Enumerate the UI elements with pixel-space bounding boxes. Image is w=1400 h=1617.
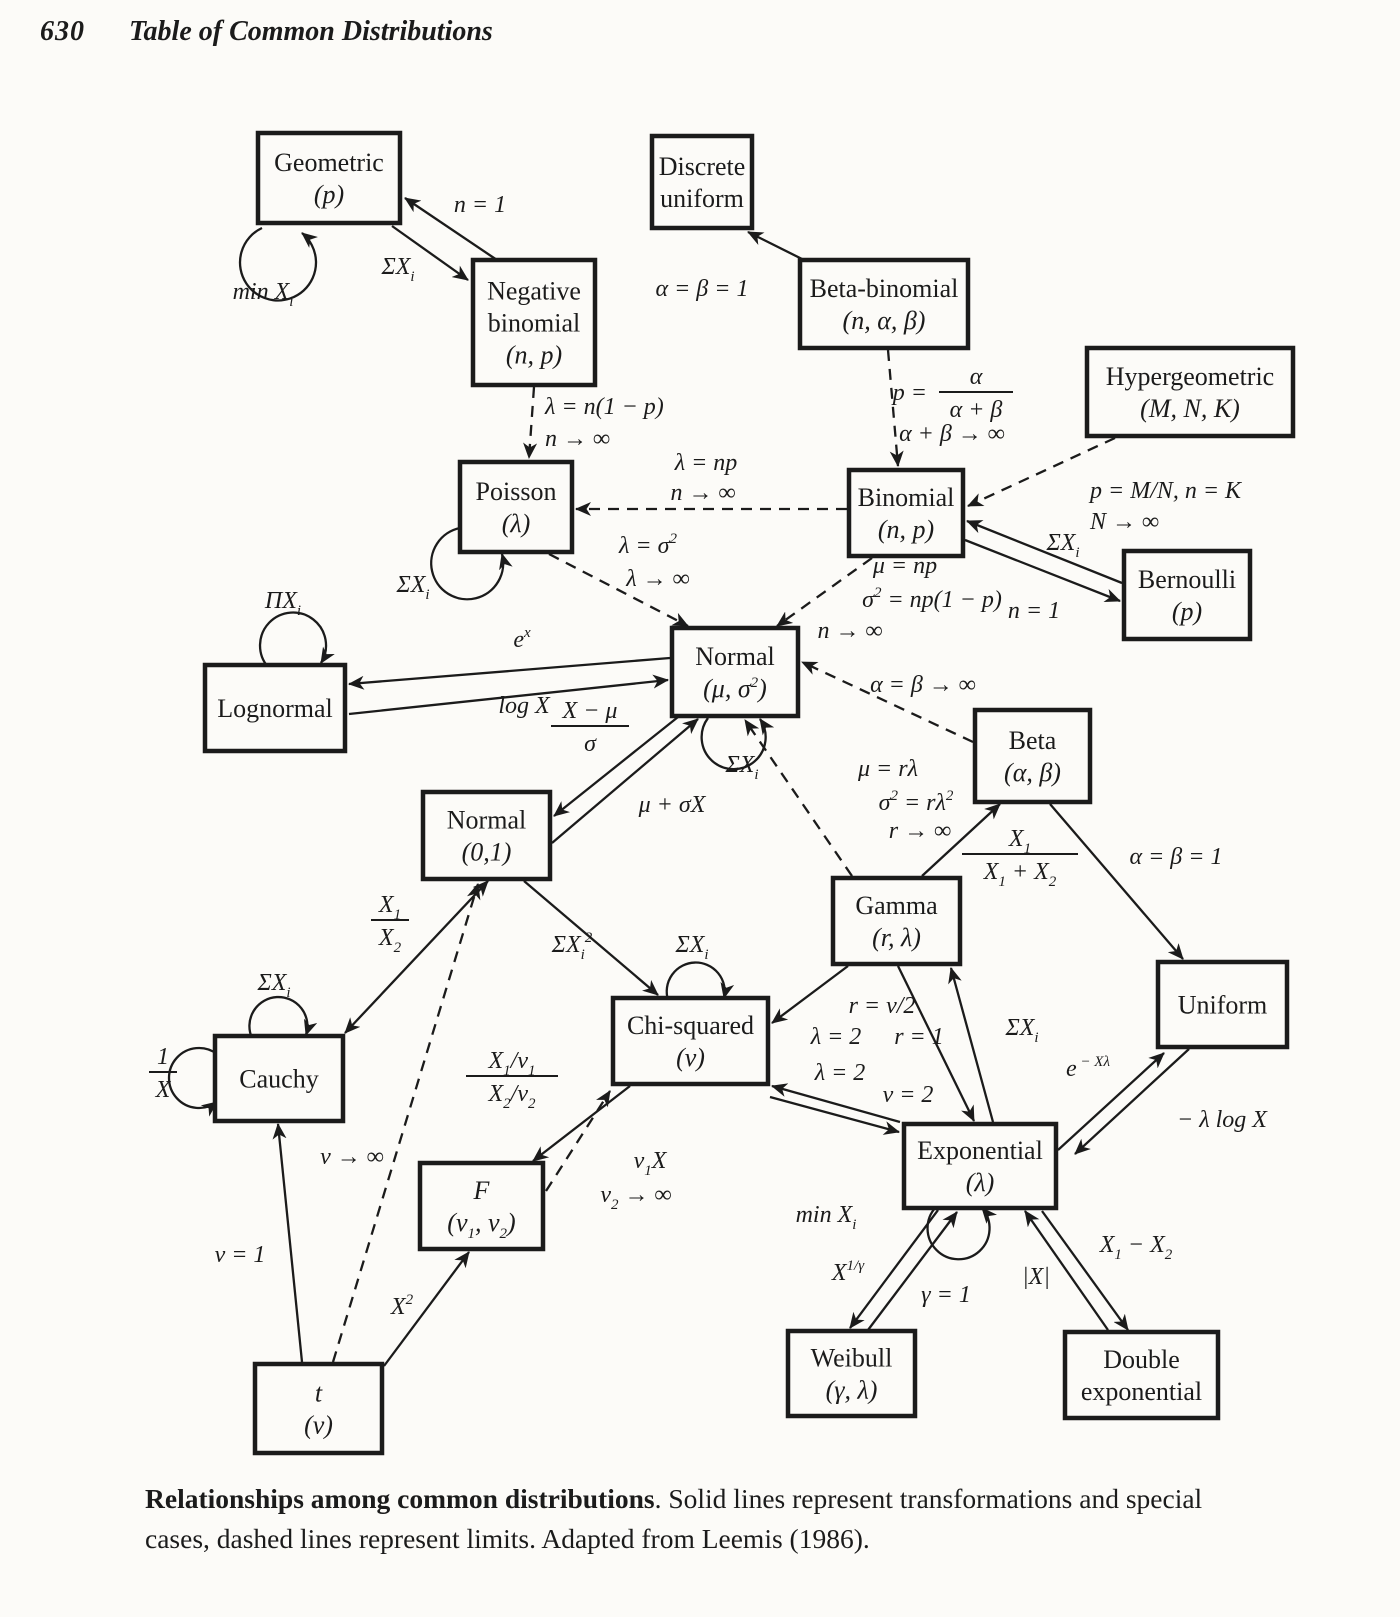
edge-exponential--double-exponential [1042,1211,1128,1330]
edge-label: α = β → ∞ [870,672,976,698]
edge-label: μ = rλ [858,756,918,782]
edge-exponential--gamma [951,968,993,1122]
page-number: 630 [40,16,85,47]
node-label-geometric: Geometric [274,148,384,177]
edge-label: $X_2$ [378,925,402,956]
edge-chi-squared--exponential [770,1097,899,1132]
node-label-discrete-uniform: uniform [660,184,744,213]
node-label-poisson: (λ) [501,509,531,538]
edge-weibull--exponential [868,1212,957,1330]
node-label-negative-binomial: Negative [487,276,581,306]
node-label-exponential: Exponential [917,1136,1043,1165]
edge-label: μ + σX [638,792,706,818]
node-label-normal: Normal [695,642,775,671]
edge-chi-squared--f [533,1086,630,1161]
edge-label: $X^2$ [390,1292,414,1320]
node-f [420,1163,543,1249]
self-loop-cauchy [169,1048,217,1108]
node-discrete-uniform [652,136,752,228]
edge-normal--lognormal [349,658,670,684]
node-label-t: (ν) [304,1410,333,1440]
edge-label: $X_2/\nu_2$ [488,1081,536,1112]
edge-label: μ = np [872,553,938,579]
node-label-f: ($\nu_1$, $\nu_2$) [447,1208,516,1242]
edge-label: λ = 2 [810,1024,862,1050]
edge-negative-binomial--poisson [529,387,534,458]
edge-label: $X_1/\nu_1$ [488,1048,536,1079]
self-loop-cauchy [249,997,307,1038]
node-label-hypergeometric: Hypergeometric [1105,362,1275,391]
node-label-binomial: Binomial [857,483,955,512]
edge-label: ν = 1 [214,1242,266,1268]
caption-line-2: cases, dashed lines represent limits. Adapted from Leemis (1986). [145,1523,870,1554]
edge-normal-01--normal [552,719,698,843]
node-label-gamma: Gamma [855,891,938,920]
edge-label: $X_1 - X_2$ [1099,1232,1173,1263]
edge-label: $e^x$ [513,625,531,653]
edge-label: σ [584,731,596,757]
self-loop-chi-squared [667,963,725,1000]
edge-label: $\Sigma X_i$ [381,254,415,285]
node-label-weibull: (γ, λ) [825,1375,878,1405]
node-label-negative-binomial: binomial [487,308,581,338]
edge-label: λ = n(1 − p) [545,394,664,420]
node-label-normal-01: Normal [446,805,527,835]
edge-label: λ = np [674,450,738,476]
edge-label: log X [498,693,550,719]
node-hypergeometric [1087,348,1293,436]
node-poisson [460,462,572,552]
caption-line-1: Relationships among common distributions. Solid lines represent transformations and special [145,1483,1203,1514]
edge-label: $X^{1/\gamma}$ [831,1258,865,1286]
node-label-f: F [473,1176,490,1205]
caption-bold-title: Relationships among common distributions [145,1483,655,1514]
edge-label: α = β = 1 [1129,844,1223,870]
edge-label: λ → ∞ [626,566,690,592]
node-label-discrete-uniform: Discrete [658,152,746,181]
node-label-weibull: Weibull [810,1343,893,1373]
node-label-chi-squared: (ν) [676,1043,705,1072]
edge-label: n → ∞ [545,426,611,452]
figure-caption [145,1479,1310,1559]
edge-label: ν → ∞ [320,1144,384,1170]
node-label-hypergeometric: (M, N, K) [1140,394,1240,423]
node-label-lognormal: Lognormal [217,694,333,723]
node-uniform [1158,962,1287,1047]
edge-exponential--chi-squared [772,1086,900,1122]
node-label-beta-binomial: Beta-binomial [809,274,959,303]
node-label-exponential: (λ) [965,1168,995,1197]
node-label-binomial: (n, p) [877,515,935,544]
edge-label: $X_1 + X_2$ [983,859,1057,890]
edge-label: $\min X_i$ [795,1202,857,1233]
node-label-bernoulli: Bernoulli [1137,565,1237,594]
node-normal [672,628,798,716]
node-label-double-exponential: Double [1103,1345,1180,1374]
edge-label: n = 1 [1007,598,1061,624]
fraction-label [371,892,409,956]
edge-label: λ = 2 [814,1060,866,1086]
edge-binomial--normal [777,558,872,626]
edge-label: $\nu_1X$ [633,1148,667,1179]
edge-gamma--normal [745,720,852,876]
node-beta [975,710,1090,802]
edge-label: $\Sigma X_i$ [1046,530,1080,561]
edge-label: $\lambda = \sigma^2$ [619,531,677,559]
page-title: Table of Common Distributions [129,16,493,47]
edge-label: e $^{- X\lambda}$ [1066,1054,1110,1082]
node-negative-binomial [473,260,595,385]
self-loop-exponential [928,1207,990,1259]
edge-label: α [969,364,983,390]
edge-label: 1 [157,1044,169,1070]
fraction-label [962,826,1078,890]
node-label-cauchy: Cauchy [239,1064,319,1094]
node-exponential [904,1124,1056,1208]
edge-label: $\nu_2$ → ∞ [600,1182,672,1213]
edge-beta-binomial--binomial [888,350,898,466]
edge-label: − λ log X [1177,1107,1267,1133]
node-normal-01 [423,792,550,879]
edge-label: $\Sigma X_i$ [1005,1015,1039,1046]
edge-normal-01--cauchy [345,881,488,1033]
node-label-beta-binomial: (n, α, β) [842,306,926,335]
node-double-exponential [1065,1332,1218,1418]
node-weibull [788,1331,915,1416]
edge-label: $\sigma^2 = r\lambda^2$ [878,788,954,816]
edge-label: r = 1 [894,1024,944,1050]
node-label-gamma: (r, λ) [872,923,921,952]
edge-label: $\Sigma X_i$ [257,970,291,1001]
edge-beta-binomial--discrete-uniform [748,232,808,262]
edge-t--cauchy [278,1124,302,1362]
fraction-label [551,698,629,757]
edge-label: N → ∞ [1090,509,1160,535]
self-loop-lognormal [260,612,326,667]
node-geometric [258,133,400,223]
edge-label: $\Sigma X_i^2$ [551,930,593,963]
edge-label: $\sigma^2 = np(1 - p)$ [862,585,1002,613]
edge-label: $\Sigma X_i$ [396,572,430,603]
edge-label: α + β [949,397,1003,423]
edge-label: |X| [1022,1264,1050,1290]
edge-label: n → ∞ [670,480,736,506]
edge-t--normal-01 [333,884,478,1362]
edge-label: p = [892,380,927,406]
node-label-bernoulli: (p) [1171,597,1203,626]
fraction-label [891,364,1013,423]
edge-label: X [155,1077,171,1103]
node-binomial [849,470,963,556]
edge-f--chi-squared [546,1091,610,1191]
node-label-geometric: (p) [313,180,345,209]
edge-label: $X_1$ [378,892,402,923]
edge-label: $\Sigma X_i$ [725,752,759,783]
edge-label: $X_1$ [1008,826,1032,857]
node-beta-binomial [800,260,968,348]
edge-label: r = ν/2 [848,993,916,1019]
node-label-double-exponential: exponential [1080,1377,1203,1406]
node-cauchy [215,1036,343,1121]
node-chi-squared [613,998,768,1084]
node-lognormal [205,665,345,751]
edge-label: α + β → ∞ [899,421,1005,447]
edge-label: ν = 2 [882,1082,934,1108]
node-t [255,1364,382,1453]
node-label-poisson: Poisson [475,477,557,506]
node-label-beta: Beta [1008,726,1057,755]
edge-label: α = β = 1 [655,276,749,302]
node-gamma [833,878,960,964]
node-label-negative-binomial: (n, p) [505,340,563,370]
edge-label: n → ∞ [817,618,883,644]
edge-beta--uniform [1050,804,1183,959]
edge-label: $\Sigma X_i$ [675,932,709,963]
edge-label: $\Pi X_i$ [264,588,302,619]
node-label-normal-01: (0,1) [461,837,512,867]
node-bernoulli [1124,551,1250,639]
edge-label: n = 1 [453,192,507,218]
node-label-beta: (α, β) [1004,758,1061,787]
edge-label: $\min X_i$ [232,279,294,310]
edge-label: γ = 1 [921,1282,971,1308]
edge-label: r → ∞ [888,818,952,844]
edge-label: p = M/N, n = K [1090,478,1242,504]
fraction-label [466,1048,558,1112]
node-label-chi-squared: Chi-squared [626,1011,755,1040]
node-label-uniform: Uniform [1177,990,1268,1020]
node-label-t: t [314,1378,323,1408]
node-label-normal: (μ, $\sigma^2$) [703,674,767,703]
edge-gamma--chi-squared [772,966,848,1023]
edge-label: X − μ [562,698,618,724]
